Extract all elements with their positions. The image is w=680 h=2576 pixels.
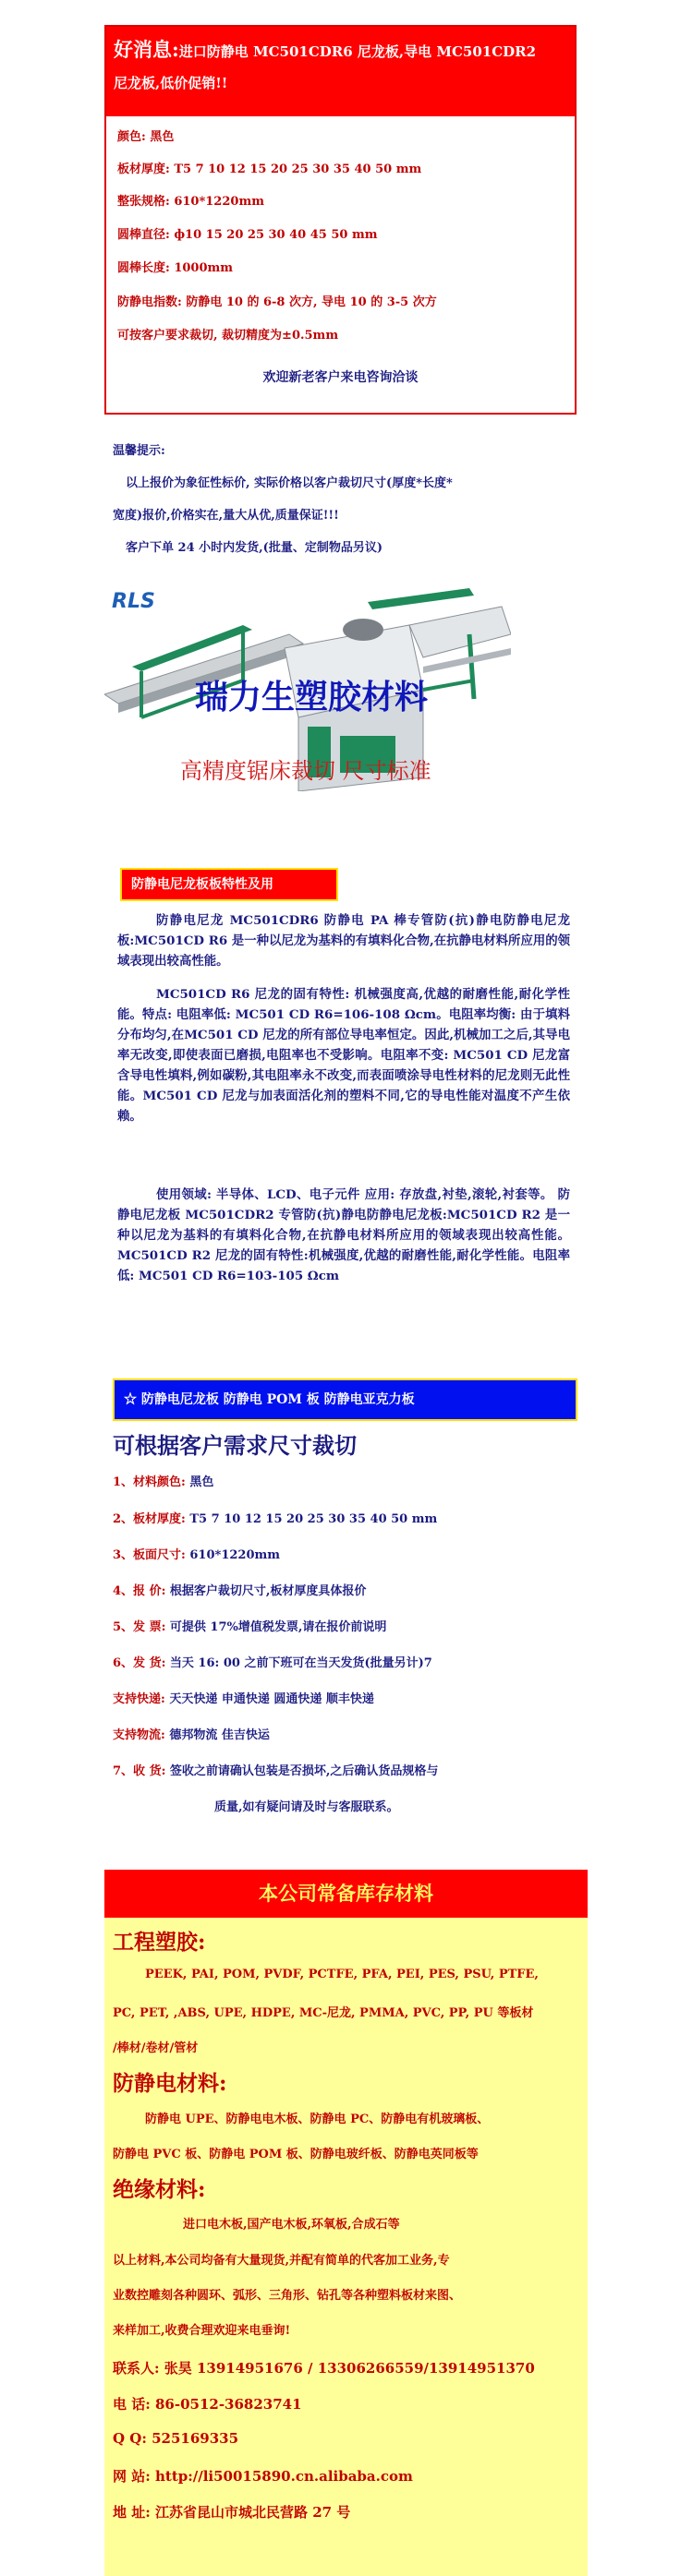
contact-person: 联系人: 张昊 13914951676 / 13306266559/13914951370 (113, 2360, 535, 2377)
spec-sheet-size: 整张规格: 610*1220mm (117, 195, 264, 209)
insulation-line-1: 进口电木板,国产电木板,环氧板,合成石等 (183, 2218, 400, 2232)
spec-row-quote: 4、报 价: 根据客户裁切尺寸,板材厚度具体报价 (113, 1584, 367, 1598)
spec-row-thickness: 2、板材厚度: T5 7 10 12 15 20 25 30 35 40 50 mm (113, 1512, 438, 1526)
spec-row-material-color: 1、材料颜色: 黑色 (113, 1475, 214, 1489)
features-paragraph-3: 使用领域: 半导体、LCD、电子元件 应用: 存放盘,衬垫,滚轮,衬套等。 防静电尼龙板 MC501CDR2 专管防(抗)静电防静电尼龙板:MC501CD R2 是一种以尼龙为基料的有填料化合物,在抗静电材料所应用的领域表现出较高性能。MC501CD R2 尼龙的固有特性:机械强度,优越的耐磨性能,耐化学性能。电阻率低: MC501 CD R6=103-105 Ωcm (117, 1187, 570, 1283)
spec-row-receipt: 7、收 货: 签收之前请确认包装是否损坏,之后确认货品规格与 (113, 1764, 439, 1778)
spec-antistatic-index: 防静电指数: 防静电 10 的 6-8 次方, 导电 10 的 3-5 次方 (117, 295, 437, 309)
welcome-message: 欢迎新老客户来电咨询洽谈 (262, 370, 419, 385)
spec-rod-length: 圆棒长度: 1000mm (117, 261, 234, 275)
spec-thickness: 板材厚度: T5 7 10 12 15 20 25 30 35 40 50 mm (117, 163, 422, 176)
spec-color: 颜色: 黑色 (117, 130, 175, 144)
spec-cutting-precision: 可按客户要求裁切, 裁切精度为±0.5mm (117, 329, 339, 343)
contact-address: 地 址: 江苏省昆山市城北民营路 27 号 (113, 2504, 351, 2521)
antistatic-line-1: 防静电 UPE、防静电电木板、防静电 PC、防静电有机玻璃板、 (145, 2113, 490, 2126)
stock-heading: 本公司常备库存材料 (104, 1870, 588, 1918)
promo-notice-box (104, 25, 577, 415)
product-category-bar: ☆ 防静电尼龙板 防静电 POM 板 防静电亚克力板 (113, 1378, 577, 1421)
promo-title-line2: 尼龙板,低价促销!! (114, 75, 228, 91)
stock-note-1: 以上材料,本公司均备有大量现货,并配有简单的代客加工业务,专 (113, 2254, 450, 2268)
promo-title-big: 好消息: (114, 38, 179, 61)
stock-note-2: 业数控雕刻各种圆环、弧形、三角形、钻孔等各种塑料板材来图、 (113, 2289, 462, 2303)
brand-name: 瑞力生塑胶材料 (195, 678, 429, 716)
insulation-title: 绝缘材料: (113, 2177, 206, 2202)
promo-notice-header (106, 27, 575, 116)
eng-plastics-line-2: PC, PET, ,ABS, UPE, HDPE, MC-尼龙, PMMA, PVC, PP, PU 等板材 (113, 2006, 534, 2020)
antistatic-line-2: 防静电 PVC 板、防静电 POM 板、防静电玻纤板、防静电英同板等 (113, 2148, 479, 2161)
custom-cutting-title: 可根据客户需求尺寸裁切 (113, 1432, 357, 1459)
eng-plastics-title: 工程塑胶: (113, 1930, 206, 1955)
promo-title-rest: 进口防静电 MC501CDR6 尼龙板,导电 MC501CDR2 (178, 43, 537, 60)
spec-row-shipping: 6、发 货: 当天 16: 00 之前下班可在当天发货(批量另计)7 (113, 1656, 432, 1670)
antistatic-title: 防静电材料: (113, 2071, 227, 2096)
features-paragraph-1: 防静电尼龙 MC501CDR6 防静电 PA 棒专管防(抗)静电防静电尼龙板:MC501CD R6 是一种以尼龙为基料的有填料化合物,在抗静电材料所应用的领域表现出较高性能。 (117, 913, 571, 969)
contact-qq: Q Q: 525169335 (113, 2430, 239, 2447)
spec-row-invoice: 5、发 票: 可提供 17%增值税发票,请在报价前说明 (113, 1620, 387, 1634)
tip-line-2: 宽度)报价,价格实在,量大从优,质量保证!!! (113, 509, 339, 523)
contact-website[interactable]: 网 站: http://li50015890.cn.alibaba.com (113, 2468, 413, 2485)
features-paragraph-2: MC501CD R6 尼龙的固有特性: 机械强度高,优越的耐磨性能,耐化学性能。特点: 电阻率低: MC501 CD R6=106-108 Ωcm。电阻率均衡: 由于填料分布均匀,在MC501 CD 尼龙的所有部位导电率恒定。因此,机械加工之后,其导电率无改变,即使表面已磨损,电阻率也不受影响。电阻率不变: MC501 CD 尼龙富含导电性填料,例如碳粉,其电阻率永不改变,而表面喷涂导电性材料的尼龙则无此性能。MC501 CD 尼龙与加表面活化剂的塑料不同,它的导电性能对温度不产生依赖。 (117, 987, 570, 1124)
spec-row-receipt-cont: 质量,如有疑问请及时与客服联系。 (214, 1800, 399, 1814)
stock-note-3: 来样加工,收费合理欢迎来电垂询! (113, 2324, 291, 2338)
contact-phone: 电 话: 86-0512-36823741 (113, 2396, 302, 2413)
spec-row-board-size: 3、板面尺寸: 610*1220mm (113, 1548, 281, 1562)
features-heading: 防静电尼龙板板特性及用 (120, 868, 338, 901)
eng-plastics-line-1: PEEK, PAI, POM, PVDF, PCTFE, PFA, PEI, PES, PSU, PTFE, (145, 1968, 539, 1981)
tip-line-1: 以上报价为象征性标价, 实际价格以客户裁切尺寸(厚度*长度* (126, 476, 453, 490)
spec-row-logistics: 支持物流: 德邦物流 佳吉快运 (113, 1728, 270, 1742)
tip-title: 温馨提示: (113, 444, 165, 458)
brand-slogan: 高精度锯床裁切 尺寸标准 (180, 758, 431, 784)
tip-line-3: 客户下单 24 小时内发货,(批量、定制物品另议) (126, 541, 382, 555)
brand-logo: RLS (112, 590, 155, 613)
spec-rod-diameter: 圆棒直径: ф10 15 20 25 30 40 45 50 mm (117, 228, 378, 242)
product-photo (104, 579, 511, 791)
spec-row-express: 支持快递: 天天快递 申通快递 圆通快递 顺丰快递 (113, 1692, 374, 1706)
eng-plastics-line-3: /棒材/卷材/管材 (113, 2041, 199, 2055)
